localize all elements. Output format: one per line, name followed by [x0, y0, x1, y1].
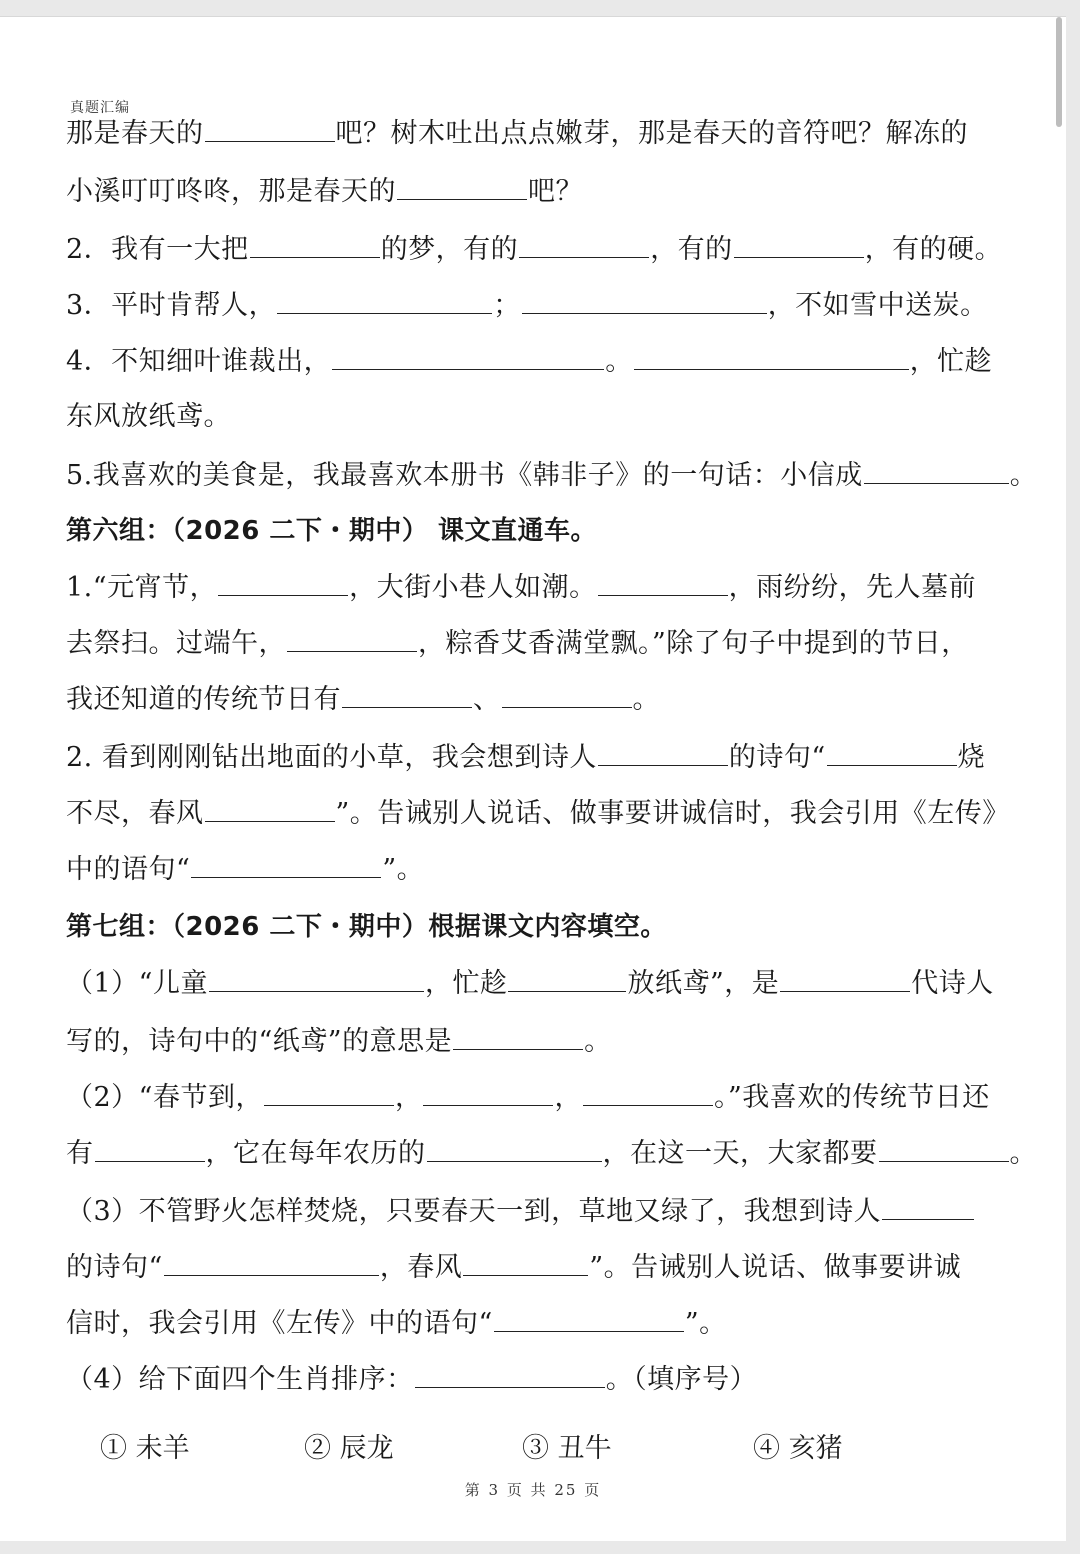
- line-text: 的诗句“: [66, 1252, 163, 1283]
- line-text: 的诗句“: [728, 742, 826, 773]
- text-line: [66, 567, 1010, 608]
- page-footer: 第 3 页 共 25 页: [464, 1481, 602, 1499]
- line-text: （4）给下面四个生肖排序：: [66, 1364, 414, 1395]
- text-line: [66, 1077, 1010, 1118]
- text-line: [66, 229, 1010, 270]
- line-text: 吧？: [528, 176, 583, 207]
- fill-in-blank[interactable]: [415, 1359, 605, 1388]
- line-text: （3）不管野火怎样焚烧，只要春天一到，草地又绿了，我想到诗人: [66, 1196, 882, 1227]
- fill-in-blank[interactable]: [734, 229, 864, 258]
- zodiac-option-2: ② 辰龙: [304, 1433, 394, 1464]
- fill-in-blank[interactable]: [598, 567, 728, 596]
- scrollbar[interactable]: [1056, 17, 1062, 127]
- fill-in-blank[interactable]: [463, 1247, 588, 1276]
- line-text: 。: [605, 346, 633, 377]
- line-text: 不尽，春风: [66, 798, 204, 829]
- line-text: 。: [1009, 460, 1038, 491]
- line-text: ，有的: [650, 234, 733, 265]
- line-text: ”。告诫别人说话、做事要讲诚信时，我会引用《左传》: [335, 798, 1010, 829]
- line-text: 写的，诗句中的“纸鸢”的意思是: [66, 1026, 453, 1057]
- line-text: 有: [66, 1138, 94, 1169]
- line-text: 东风放纸鸢。: [66, 401, 231, 432]
- line-text: ，不如雪中送炭。: [767, 290, 988, 321]
- fill-in-blank[interactable]: [864, 455, 1009, 484]
- text-line: [66, 285, 1010, 326]
- line-text: 。（填序号）: [605, 1364, 758, 1395]
- line-text: ，忙趁: [909, 346, 993, 377]
- line-text: 。”我喜欢的传统节日还: [713, 1082, 990, 1113]
- line-text: 4．不知细叶谁裁出，: [66, 346, 332, 377]
- line-text: （1）“儿童: [66, 968, 208, 999]
- fill-in-blank[interactable]: [519, 229, 649, 258]
- zodiac-option-4: ④ 亥猪: [753, 1433, 843, 1464]
- line-text: 第六组：（2026 二下・期中） 课文直通车。: [66, 516, 597, 546]
- text-line: [66, 1247, 1010, 1288]
- fill-in-blank[interactable]: [250, 229, 380, 258]
- line-text: 。: [1009, 1138, 1037, 1169]
- fill-in-blank[interactable]: [205, 793, 335, 822]
- fill-in-blank[interactable]: [882, 1191, 974, 1220]
- fill-in-blank[interactable]: [209, 963, 424, 992]
- fill-in-blank[interactable]: [264, 1077, 394, 1106]
- line-text: ，有的硬。: [864, 234, 1003, 265]
- line-text: 吧？树木吐出点点嫩芽，那是春天的音符吧？解冻的: [335, 118, 968, 149]
- line-text: ，: [394, 1082, 423, 1113]
- line-text: 。: [584, 1026, 612, 1057]
- text-line: [66, 1191, 1010, 1232]
- line-text: ”。: [684, 1308, 727, 1339]
- line-text: ；: [493, 290, 521, 321]
- line-text: ”。: [382, 854, 425, 885]
- line-text: （2）“春节到，: [66, 1082, 263, 1113]
- line-text: ，: [554, 1082, 582, 1113]
- fill-in-blank[interactable]: [342, 679, 472, 708]
- fill-in-blank[interactable]: [508, 963, 626, 992]
- line-text: ，春风: [379, 1252, 463, 1283]
- line-text: 烧: [957, 742, 986, 773]
- text-line: [66, 113, 1010, 154]
- fill-in-blank[interactable]: [218, 567, 348, 596]
- line-text: 中的语句“: [66, 854, 191, 885]
- line-text: ，它在每年农历的: [205, 1138, 426, 1169]
- fill-in-blank[interactable]: [287, 623, 417, 652]
- line-text: 第七组：（2026 二下・期中）根据课文内容填空。: [66, 912, 667, 942]
- line-text: 那是春天的: [66, 118, 204, 149]
- text-line: [66, 455, 1038, 496]
- zodiac-option-3: ③ 丑牛: [522, 1433, 612, 1464]
- line-text: 信时，我会引用《左传》中的语句“: [66, 1308, 493, 1339]
- line-text: 小溪叮叮咚咚，那是春天的: [66, 176, 396, 207]
- text-line: [66, 1133, 1037, 1174]
- text-line: [66, 793, 1010, 834]
- text-line: [66, 737, 1010, 778]
- fill-in-blank[interactable]: [397, 171, 527, 200]
- header-mark: 真题汇编: [70, 100, 130, 116]
- line-text: ，忙趁: [424, 968, 508, 999]
- line-text: 2. 看到刚刚钻出地面的小草，我会想到诗人: [66, 742, 597, 773]
- text-line: [66, 397, 1010, 437]
- fill-in-blank[interactable]: [95, 1133, 205, 1162]
- fill-in-blank[interactable]: [879, 1133, 1009, 1162]
- line-text: 去祭扫。过端午，: [66, 628, 286, 659]
- line-text: 3．平时肯帮人，: [66, 290, 277, 321]
- line-text: 5.我喜欢的美食是，我最喜欢本册书《韩非子》的一句话：小信成: [66, 460, 863, 491]
- fill-in-blank[interactable]: [598, 737, 728, 766]
- fill-in-blank[interactable]: [191, 849, 381, 878]
- fill-in-blank[interactable]: [332, 341, 604, 370]
- line-text: 代诗人: [911, 968, 994, 999]
- zodiac-option-1: ① 未羊: [100, 1433, 190, 1464]
- fill-in-blank[interactable]: [427, 1133, 602, 1162]
- fill-in-blank[interactable]: [205, 113, 335, 142]
- line-text: 我还知道的传统节日有: [66, 684, 341, 715]
- line-text: ，在这一天，大家都要: [602, 1138, 878, 1169]
- fill-in-blank[interactable]: [423, 1077, 553, 1106]
- document-page: [0, 16, 1066, 1541]
- line-text: 。: [632, 684, 660, 715]
- fill-in-blank[interactable]: [453, 1021, 583, 1050]
- line-text: ，大街小巷人如潮。: [349, 572, 597, 603]
- fill-in-blank[interactable]: [634, 341, 909, 370]
- line-text: 的梦，有的: [380, 234, 519, 265]
- section-heading: [66, 907, 1010, 947]
- line-text: 、: [473, 684, 501, 715]
- line-text: 放纸鸢”，是: [627, 968, 780, 999]
- text-line: [66, 849, 1010, 890]
- line-text: ”。告诫别人说话、做事要讲诚: [589, 1252, 962, 1283]
- text-line: [66, 1021, 1010, 1062]
- section-heading: [66, 511, 1010, 551]
- text-line: [66, 171, 1010, 212]
- text-line: [66, 963, 1010, 1004]
- text-line: [66, 623, 1010, 664]
- fill-in-blank[interactable]: [164, 1247, 379, 1276]
- fill-in-blank[interactable]: [827, 737, 957, 766]
- line-text: ，雨纷纷，先人墓前: [728, 572, 977, 603]
- fill-in-blank[interactable]: [494, 1303, 684, 1332]
- fill-in-blank[interactable]: [522, 285, 767, 314]
- line-text: ，粽香艾香满堂飘。”除了句子中提到的节日，: [418, 628, 969, 659]
- fill-in-blank[interactable]: [277, 285, 492, 314]
- text-line: [66, 341, 1010, 382]
- text-line: [66, 1359, 1010, 1400]
- fill-in-blank[interactable]: [583, 1077, 713, 1106]
- fill-in-blank[interactable]: [780, 963, 910, 992]
- text-line: [66, 1303, 1010, 1344]
- text-line: [66, 679, 1010, 720]
- line-text: 1.“元宵节，: [66, 572, 218, 603]
- line-text: 2．我有一大把: [66, 234, 249, 265]
- fill-in-blank[interactable]: [502, 679, 632, 708]
